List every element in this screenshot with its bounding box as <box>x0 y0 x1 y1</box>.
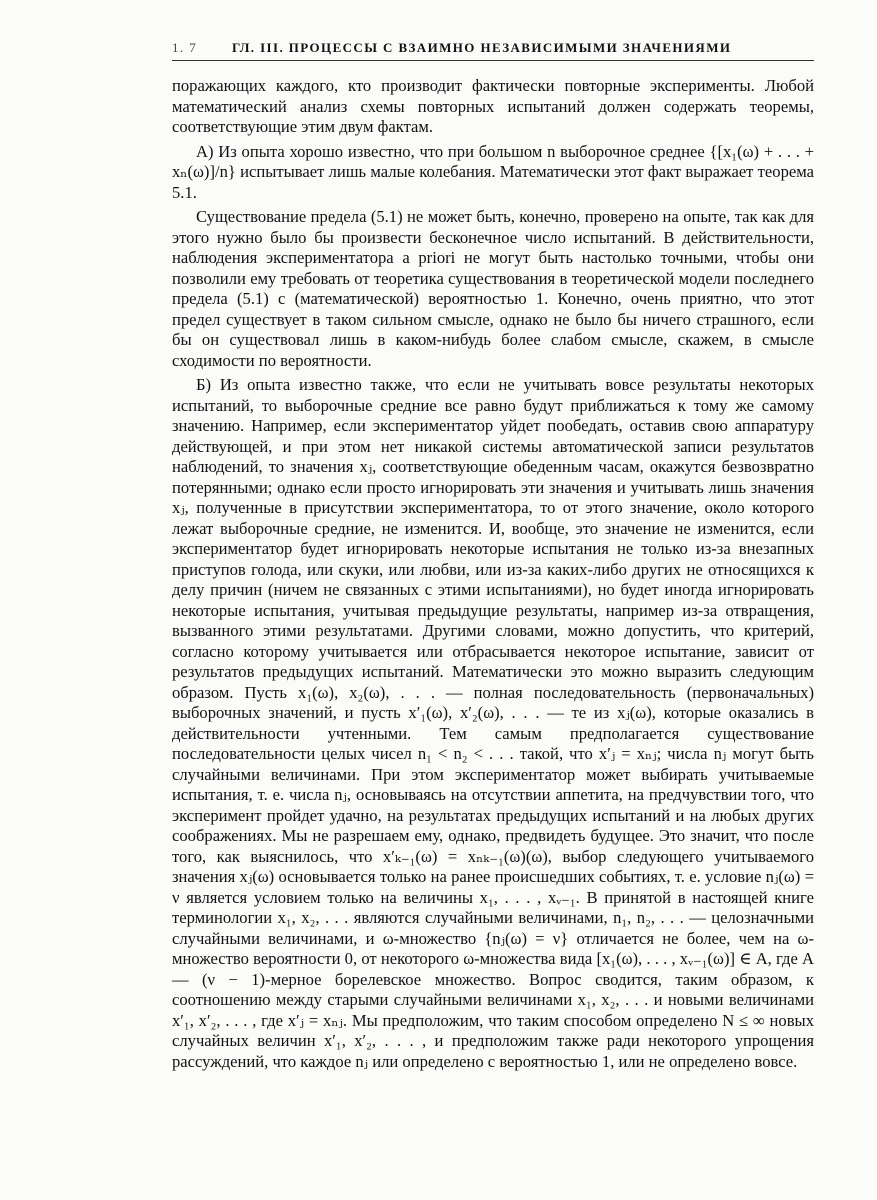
page-number: 1. 7 <box>172 40 198 55</box>
paragraph-limit-existence: Существование предела (5.1) не может быть, конечно, проверено на опыте, так как для этого нужно было бы произвести бесконечное число испытаний. В действительности, наблюдения экспериментатора a priori не могут быть настолько точными, чтобы они позволили ему требовать от теоретика существования в теоретической модели последнего предела (5.1) с (математической) вероятностью 1. Конечно, очень приятно, что этот предел существует в таком сильном смысле, однако не было бы ничего страшного, если бы он существовал лишь в каком-нибудь более слабом смысле, скажем, в смысле сходимости по вероятности. <box>172 207 814 370</box>
paragraph-b: Б) Из опыта известно также, что если не учитывать вовсе результаты некоторых испытаний, то выборочные средние все равно будут приближаться к тому же самому значению. Например, если экспериментатор уйдет пообедать, оставив свою аппаратуру действующей, и при этом нет никакой системы автоматической записи результатов наблюдений, то значения xⱼ, соответствующие обеденным часам, окажутся безвозвратно потерянными; однако если просто игнорировать эти значения и учитывать лишь значения xⱼ, полученные в присутствии экспериментатора, то от этого значение, около которого лежат выборочные средние, не изменится. И, вообще, это значение не изменится, если экспериментатор будет игнорировать некоторые испытания не только из-за внезапных приступов голода, или скуки, или любви, или из-за каких-либо других не относящихся к делу причин (ничем не связанных с этими испытаниями), но будет иногда игнорировать некоторые испытания, учитывая предыдущие результаты, например из-за отвращения, вызванного этими результатами. Другими словами, можно допустить, что критерий, согласно которому учитывается или отбрасывается некоторое испытание, зависит от результатов предыдущих испытаний. Математически это можно выразить следующим образом. Пусть x₁(ω), x₂(ω), . . . — полная последовательность (первоначальных) выборочных значений, и пусть x′₁(ω), x′₂(ω), . . . — те из xⱼ(ω), которые оказались в действительности учтенными. Тем самым предполагается существование последовательности целых чисел n₁ < n₂ < . . . такой, что x′ⱼ = xₙⱼ; числа nⱼ могут быть случайными величинами. При этом экспериментатор может выбирать учитываемые испытания, т. е. числа nⱼ, основываясь на отсутствии аппетита, на предчувствии того, что эксперимент пройдет удачно, на результатах предыдущих испытаний и на любых других соображениях. Мы не разрешаем ему, однако, предвидеть будущее. Это значит, что после того, как выяснилось, что x′ₖ₋₁(ω) = xₙₖ₋₁(ω)(ω), выбор следующего учитываемого значения xⱼ(ω) основывается только на ранее происшедших событиях, т. е. условие nⱼ(ω) = ν является условием только на величины x₁, . . . , xᵥ₋₁. В принятой в настоящей книге терминологии x₁, x₂, . . . являются случайными величинами, n₁, n₂, . . . — целозначными случайными величинами, и ω-множество {nⱼ(ω) = ν} отличается не более, чем на ω-множество вероятности 0, от некоторого ω-множества вида [x₁(ω), . . . , xᵥ₋₁(ω)] ∈ A, где A — (ν − 1)-мерное борелевское множество. Вопрос сводится, таким образом, к соотношению между старыми случайными величинами x₁, x₂, . . . и новыми величинами x′₁, x′₂, . . . , где x′ⱼ = xₙⱼ. Мы предположим, что таким способом определено N ≤ ∞ новых случайных величин x′₁, x′₂, . . . , и предположим также ради некоторого упрощения рассуждений, что каждое nⱼ или определено с вероятностью 1, или не определено вовсе. <box>172 375 814 1071</box>
header-rule <box>172 60 814 61</box>
running-header <box>172 40 814 56</box>
paragraph-a: А) Из опыта хорошо известно, что при большом n выборочное среднее {[x₁(ω) + . . . + xₙ(ω)]/n} испытывает лишь малые колебания. Математически этот факт выражает теорема 5.1. <box>172 141 814 202</box>
chapter-title: ГЛ. III. ПРОЦЕССЫ С ВЗАИМНО НЕЗАВИСИМЫМИ ЗНАЧЕНИЯМИ <box>232 40 732 55</box>
body-text <box>172 76 814 1076</box>
paragraph-continuation: поражающих каждого, кто производит фактически повторные эксперименты. Любой математический анализ схемы повторных испытаний должен содержать теоремы, соответствующие этим двум фактам. <box>172 76 814 136</box>
